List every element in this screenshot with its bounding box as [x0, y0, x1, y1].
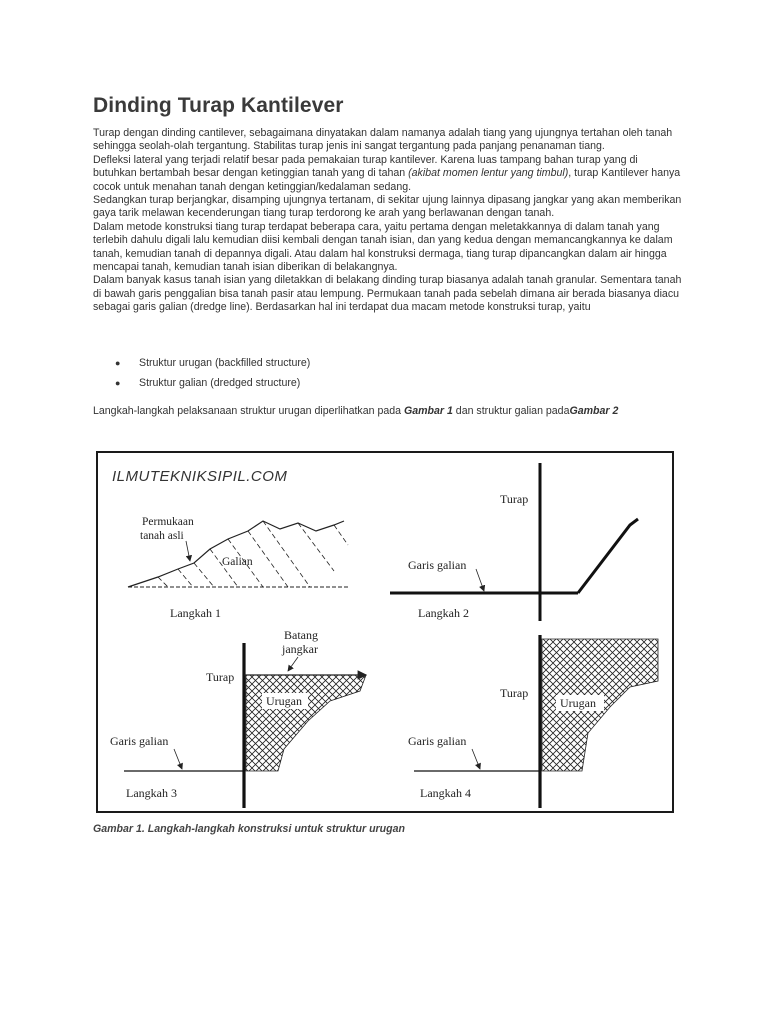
list-item	[93, 353, 683, 373]
paragraph-2-italic: (akibat momen lentur yang timbul)	[408, 167, 569, 180]
label-garis-galian-3: Garis galian	[110, 734, 169, 748]
label-urugan-4: Urugan	[560, 696, 596, 710]
label-urugan-3: Urugan	[266, 694, 302, 708]
bullet-icon: ●	[115, 357, 121, 368]
excavation-hatch	[158, 521, 348, 587]
pointer-arrow	[186, 541, 190, 561]
figure-caption: Gambar 1. Langkah-langkah konstruksi untuk struktur urugan	[93, 823, 405, 835]
list-item-text: Struktur galian (dredged structure)	[139, 376, 301, 389]
figure-1	[96, 451, 674, 813]
step-2-diagram	[390, 463, 638, 621]
label-langkah-3: Langkah 3	[126, 786, 177, 800]
lead-text-a: Langkah-langkah pelaksanaan struktur urugan diperlihatkan pada	[93, 404, 404, 417]
list-item	[93, 373, 683, 393]
page-title: Dinding Turap Kantilever	[93, 94, 344, 117]
label-garis-galian-4: Garis galian	[408, 734, 467, 748]
slope-line	[578, 519, 638, 593]
pointer-arrow	[476, 569, 484, 591]
paragraph-2-text-a: Defleksi lateral yang terjadi relatif besar pada pemakaian turap kantilever. Karena luas tampang bahan turap yang di butuhkan bertambah besar dengan ketinggian tanah yang di tahan	[93, 153, 638, 180]
label-langkah-4: Langkah 4	[420, 786, 471, 800]
pointer-arrow	[174, 749, 182, 769]
paragraph-2	[93, 154, 683, 194]
paragraph-1: Turap dengan dinding cantilever, sebagaimana dinyatakan dalam namanya adalah tiang yang ujungnya tertahan oleh tanah sehingga seolah-olah tergantung. Stabilitas turap jenis ini sangat tergantung pada panjang penanaman tiang.	[93, 127, 673, 153]
article	[93, 92, 683, 418]
step-4-diagram	[408, 635, 658, 808]
label-langkah-2: Langkah 2	[418, 606, 469, 620]
article-body	[93, 127, 683, 315]
pointer-arrow	[472, 749, 480, 769]
paragraph-3: Sedangkan turap berjangkar, disamping ujungnya tertanam, di sekitar ujung lainnya dipasang jangkar yang akan memberikan gaya tarik melawan kecenderungan tiang turap terdorong ke arah yang berlawanan dengan tanah.	[93, 194, 682, 220]
method-list	[93, 353, 683, 393]
step-3-diagram	[110, 628, 366, 808]
backfill-area	[246, 675, 366, 771]
label-turap-3: Turap	[206, 670, 235, 684]
bullet-icon: ●	[115, 377, 121, 388]
watermark: ILMUTEKNIKSIPIL.COM	[112, 468, 288, 485]
paragraph-2-text-b: , turap Kantilever hanya cocok untuk menahan tanah dengan ketinggian/kedalaman sedang.	[93, 167, 681, 193]
construction-steps-diagram	[98, 453, 672, 811]
label-garis-galian-2: Garis galian	[408, 558, 467, 572]
lead-text-b: dan struktur galian pada	[452, 404, 570, 417]
pointer-arrow	[288, 657, 298, 671]
label-turap-4: Turap	[500, 686, 529, 700]
label-turap-2: Turap	[500, 492, 529, 506]
label-batang: Batang	[284, 628, 318, 642]
paragraph-5: Dalam banyak kasus tanah isian yang diletakkan di belakang dinding turap biasanya adalah tanah granular. Sementara tanah di bawah garis penggalian bisa tanah pasir atau lempung. Permukaan tanah pada sebelah dimana air berada biasanya diacu sebagai garis galian (dredge line). Berdasarkan hal ini terdapat dua macam metode konstruksi turap, yaitu	[93, 274, 682, 314]
step-1-diagram	[128, 516, 348, 620]
figure-lead-text	[93, 405, 683, 418]
figure-1-ref: Gambar 1	[403, 404, 453, 417]
label-galian: Galian	[222, 556, 253, 568]
label-langkah-1: Langkah 1	[170, 606, 221, 620]
figure-2-ref: Gambar 2	[569, 404, 619, 417]
label-tanah-asli: tanah asli	[140, 530, 184, 542]
label-permukaan: Permukaan	[142, 516, 194, 528]
paragraph-4: Dalam metode konstruksi tiang turap terdapat beberapa cara, yaitu pertama dengan meletakkannya di dalam tanah yang terlebih dahulu digali lalu kemudian diisi kembali dengan tanah isian, dan yang kedua dengan memancangkannya ke dalam tanah, kemudian tanah di depannya digali. Atau dalam hal konstruksi dermaga, tiang turap dipancangkan dalam air hingga mencapai tanah, kemudian tanah isian diberikan di belakangnya.	[93, 220, 673, 274]
label-jangkar: jangkar	[282, 642, 318, 656]
list-item-text: Struktur urugan (backfilled structure)	[139, 356, 311, 369]
